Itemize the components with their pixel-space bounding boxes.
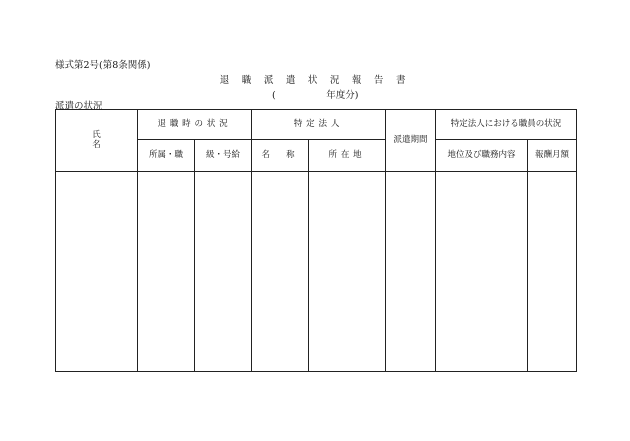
header-monthly-salary: 報酬月額: [528, 140, 577, 172]
header-specified-corporation: 特定法人: [252, 110, 386, 140]
header-row-1: [56, 110, 577, 140]
header-corp-location: 所在地: [309, 140, 386, 172]
entry-corp-location-cell[interactable]: [309, 172, 386, 372]
entry-row: [56, 172, 577, 372]
entry-corp-name-cell[interactable]: [252, 172, 309, 372]
header-position-duties: 地位及び職務内容: [436, 140, 528, 172]
entry-grade-cell[interactable]: [195, 172, 252, 372]
entry-dispatch-period-cell[interactable]: [386, 172, 436, 372]
dispatch-status-table: [55, 109, 577, 372]
entry-affiliation-cell[interactable]: [138, 172, 195, 372]
section-label: 派遣の状況: [55, 101, 103, 112]
header-retirement-status: 退職時の状況: [138, 110, 252, 140]
entry-position-cell[interactable]: [436, 172, 528, 372]
header-grade: 級・号給: [195, 140, 252, 172]
fiscal-year-line: ( 年度分): [272, 90, 359, 101]
header-name: 氏 名: [56, 110, 138, 172]
entry-name-cell[interactable]: [56, 172, 138, 372]
document-title: 退 職 派 遣 状 況 報 告 書: [219, 75, 411, 86]
header-employee-status: 特定法人における職員の状況: [436, 110, 577, 140]
header-corp-name: 名 称: [252, 140, 309, 172]
header-dispatch-period: 派遣期間: [386, 110, 436, 172]
header-affiliation: 所属・職: [138, 140, 195, 172]
form-number: 様式第2号(第8条関係): [55, 60, 151, 71]
entry-salary-cell[interactable]: [528, 172, 577, 372]
